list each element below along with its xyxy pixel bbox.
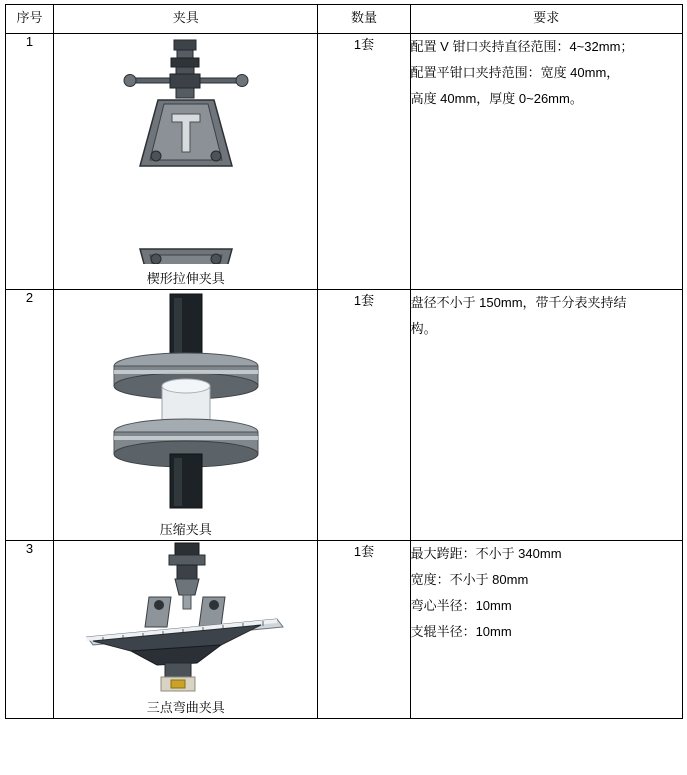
table-body <box>6 34 683 719</box>
requirement-line: 弯心半径：10mm <box>410 598 512 613</box>
fixture-cell <box>54 290 318 541</box>
requirement-line: 构。 <box>410 321 437 336</box>
fixture-caption: 楔形拉伸夹具 <box>146 271 225 286</box>
header-label-quantity: 数量 <box>350 10 377 25</box>
fixture-specification-table <box>5 4 683 719</box>
table-header <box>6 5 683 34</box>
requirement-cell <box>410 541 682 719</box>
row-number: 3 <box>6 541 54 719</box>
header-label-no: 序号 <box>16 10 43 25</box>
requirement-line: 支辊半径：10mm <box>410 624 512 639</box>
header-cell-quantity <box>318 5 410 34</box>
row-number: 2 <box>6 290 54 541</box>
fixture-cell <box>54 541 318 719</box>
requirement-line: 盘径不小于 150mm，带千分表夹持结 <box>410 295 627 310</box>
fixture-cell <box>54 34 318 290</box>
requirement-line: 配置 V 钳口夹持直径范围：4~32mm； <box>410 39 634 54</box>
requirement-line: 配置平钳口夹持范围：宽度 40mm， <box>410 65 620 80</box>
wedge-tensile-fixture-image <box>86 34 286 264</box>
table-row <box>6 541 683 719</box>
table-header-row <box>6 5 683 34</box>
quantity-cell: 1套 <box>318 541 410 719</box>
requirement-cell <box>410 34 682 290</box>
fixture-caption: 三点弯曲夹具 <box>146 700 225 715</box>
requirement-line: 高度 40mm，厚度 0~26mm。 <box>410 91 583 106</box>
requirement-line: 宽度：不小于 80mm <box>410 572 529 587</box>
header-cell-fixture <box>54 5 318 34</box>
header-cell-no <box>6 5 54 34</box>
header-cell-requirement <box>410 5 682 34</box>
quantity-cell: 1套 <box>318 290 410 541</box>
requirement-cell <box>410 290 682 541</box>
header-label-requirement: 要求 <box>533 10 560 25</box>
table-row <box>6 34 683 290</box>
row-number: 1 <box>6 34 54 290</box>
fixture-caption: 压缩夹具 <box>159 522 212 537</box>
header-label-fixture: 夹具 <box>172 10 199 25</box>
three-point-bending-fixture-image <box>71 541 301 693</box>
requirement-line: 最大跨距：不小于 340mm <box>410 546 562 561</box>
table-row <box>6 290 683 541</box>
compression-fixture-image <box>86 290 286 515</box>
quantity-cell: 1套 <box>318 34 410 290</box>
